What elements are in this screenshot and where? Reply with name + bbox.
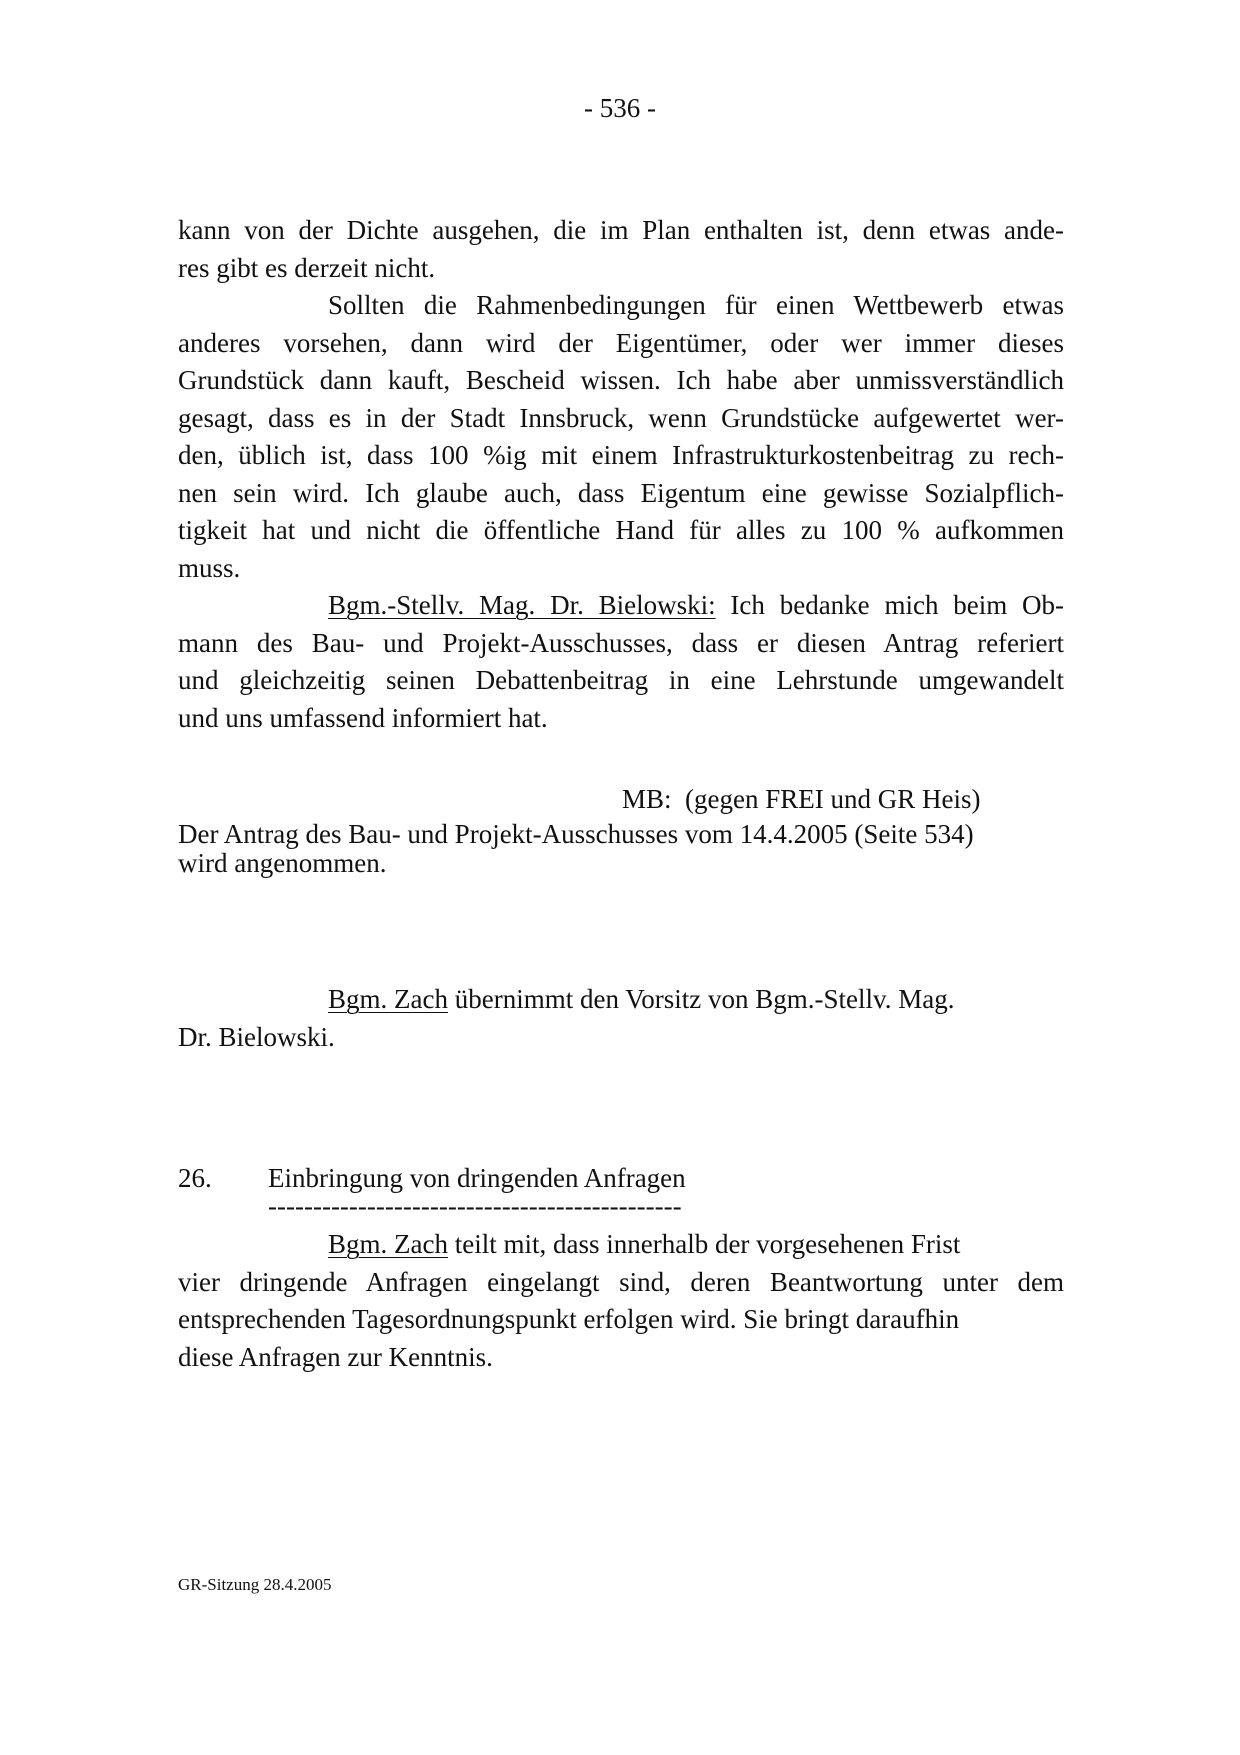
paragraph-sollten bbox=[178, 287, 1064, 587]
agenda-item-rule: ---------------------------------------------- bbox=[268, 1191, 682, 1221]
text-line: nen sein wird. Ich glaube auch, dass Eigentum eine gewisse Sozialpflich- bbox=[178, 477, 1064, 508]
speaker-name: Bgm.-Stellv. Mag. Dr. Bielowski: bbox=[328, 590, 716, 620]
text-line: kann von der Dichte ausgehen, die im Plan enthalten ist, denn etwas ande- bbox=[178, 215, 1064, 245]
vote-result: MB: (gegen FREI und GR Heis) bbox=[622, 784, 981, 814]
speaker-name: Bgm. Zach bbox=[328, 984, 448, 1014]
text-line: tigkeit hat und nicht die öffentliche Hand für alles zu 100 % aufkommen bbox=[178, 515, 1064, 545]
text-line: muss. bbox=[178, 552, 241, 583]
text-line: den, üblich ist, dass 100 %ig mit einem Infrastrukturkostenbeitrag zu rech- bbox=[178, 440, 1064, 470]
agenda-item-title: Einbringung von dringenden Anfragen bbox=[268, 1163, 686, 1193]
text-line: gesagt, dass es in der Stadt Innsbruck, wenn Grundstücke aufgewertet wer- bbox=[178, 402, 1064, 433]
text-line bbox=[178, 587, 1064, 625]
page-number: - 536 - bbox=[584, 93, 656, 123]
text-line: mann des Bau- und Projekt-Ausschusses, dass er diesen Antrag referiert bbox=[178, 627, 1064, 658]
continuation-paragraph bbox=[178, 212, 1064, 287]
text-line: vier dringende Anfragen eingelangt sind, deren Beantwortung unter dem bbox=[178, 1266, 1064, 1297]
text-line: Sollten die Rahmenbedingungen für einen Wettbewerb etwas bbox=[328, 290, 1064, 320]
text-line: diese Anfragen zur Kenntnis. bbox=[178, 1341, 493, 1372]
text-line: wird angenommen. bbox=[178, 848, 387, 878]
chair-change-paragraph bbox=[178, 981, 1064, 1056]
paragraph-zach bbox=[178, 1226, 1064, 1376]
speaker-name: Bgm. Zach bbox=[328, 1229, 448, 1259]
text-line: und gleichzeitig seinen Debattenbeitrag in eine Lehrstunde umgewandelt bbox=[178, 665, 1064, 695]
text-line: entsprechenden Tagesordnungspunkt erfolgen wird. Sie bringt daraufhin bbox=[178, 1304, 960, 1334]
agenda-item-number: 26. bbox=[178, 1163, 212, 1193]
text-line bbox=[178, 981, 1064, 1019]
text-line: anderes vorsehen, dann wird der Eigentümer, oder wer immer dieses bbox=[178, 327, 1064, 358]
speaker-statement: übernimmt den Vorsitz von Bgm.-Stellv. Mag. bbox=[447, 984, 955, 1014]
paragraph-bielowski bbox=[178, 587, 1064, 737]
text-line: und uns umfassend informiert hat. bbox=[178, 702, 548, 733]
text-line: Der Antrag des Bau- und Projekt-Ausschusses vom 14.4.2005 (Seite 534) bbox=[178, 819, 974, 849]
speaker-statement: teilt mit, dass innerhalb der vorgesehenen Frist bbox=[447, 1229, 961, 1259]
speaker-statement: Ich bedanke mich beim Ob- bbox=[715, 590, 1065, 620]
text-line bbox=[178, 1226, 1064, 1264]
text-line: Dr. Bielowski. bbox=[178, 1021, 335, 1052]
vote-resolution bbox=[178, 820, 1064, 878]
text-line: Grundstück dann kauft, Bescheid wissen. Ich habe aber unmissverständlich bbox=[178, 365, 1064, 395]
footer-session-date: GR-Sitzung 28.4.2005 bbox=[178, 1575, 332, 1594]
text-line: res gibt es derzeit nicht. bbox=[178, 252, 436, 283]
